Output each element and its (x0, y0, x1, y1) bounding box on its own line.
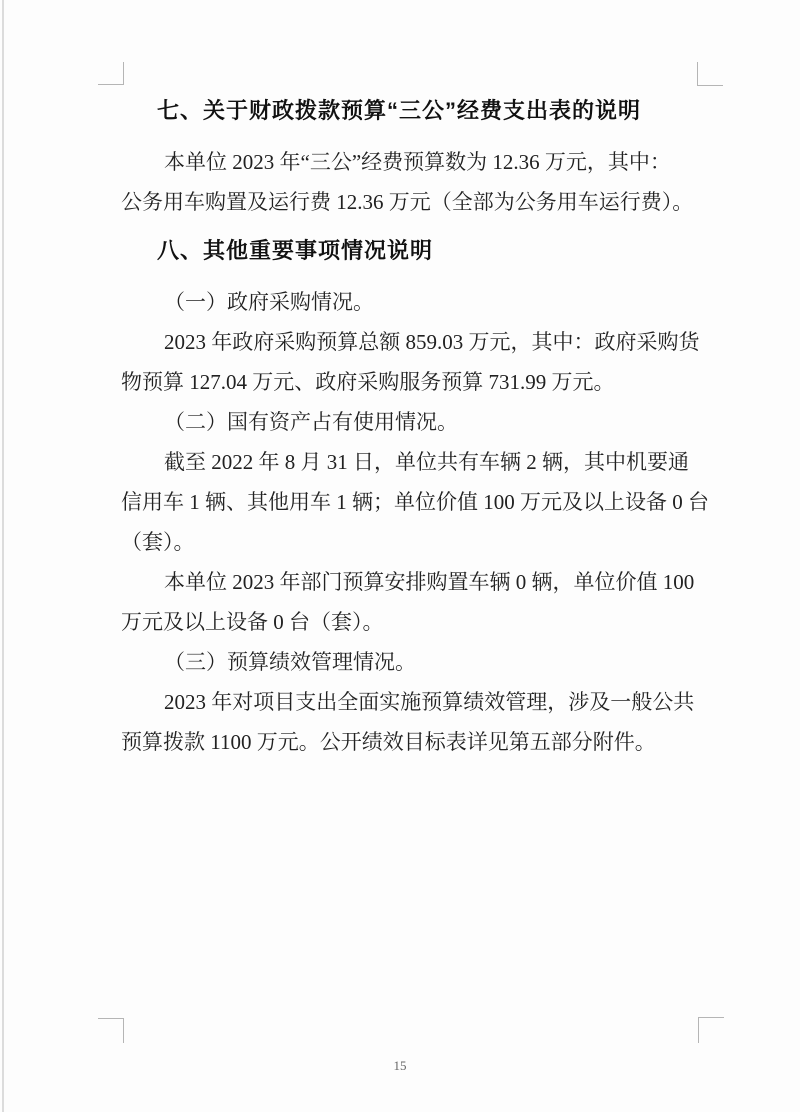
text-boundary-mark-top-right (697, 62, 723, 86)
paragraph-line: （套）。 (121, 530, 195, 554)
paragraph-line: 本单位 2023 年部门预算安排购置车辆 0 辆，单位价值 100 (164, 570, 695, 594)
text-boundary-mark-bottom-right (698, 1017, 724, 1043)
paragraph-line: 2023 年对项目支出全面实施预算绩效管理，涉及一般公共 (164, 690, 695, 714)
subsection-heading-three: （三）预算绩效管理情况。 (164, 650, 416, 674)
section-heading-seven: 七、关于财政拨款预算“三公”经费支出表的说明 (157, 98, 642, 123)
section-heading-eight: 八、其他重要事项情况说明 (157, 238, 434, 263)
text-boundary-mark-bottom-left (98, 1018, 124, 1043)
paragraph-line: 截至 2022 年 8 月 31 日，单位共有车辆 2 辆，其中机要通 (164, 450, 689, 474)
paragraph-line: 万元及以上设备 0 台（套）。 (121, 610, 384, 634)
subsection-heading-one: （一）政府采购情况。 (164, 290, 374, 314)
page-number: 15 (393, 1058, 407, 1073)
page-left-edge (2, 0, 4, 1112)
paragraph-line: 2023 年政府采购预算总额 859.03 万元，其中：政府采购货 (164, 330, 700, 354)
paragraph-line: 物预算 127.04 万元、政府采购服务预算 731.99 万元。 (121, 370, 615, 394)
document-content (121, 91, 709, 762)
text-boundary-mark-top-left (98, 62, 124, 85)
paragraph-line: 公务用车购置及运行费 12.36 万元（全部为公务用车运行费）。 (121, 190, 694, 214)
paragraph-line: 预算拨款 1100 万元。公开绩效目标表详见第五部分附件。 (121, 730, 656, 754)
paragraph-line: 信用车 1 辆、其他用车 1 辆；单位价值 100 万元及以上设备 0 台 (121, 490, 709, 514)
subsection-heading-two: （二）国有资产占有使用情况。 (164, 410, 458, 434)
paragraph-line: 本单位 2023 年“三公”经费预算数为 12.36 万元，其中： (164, 150, 671, 174)
